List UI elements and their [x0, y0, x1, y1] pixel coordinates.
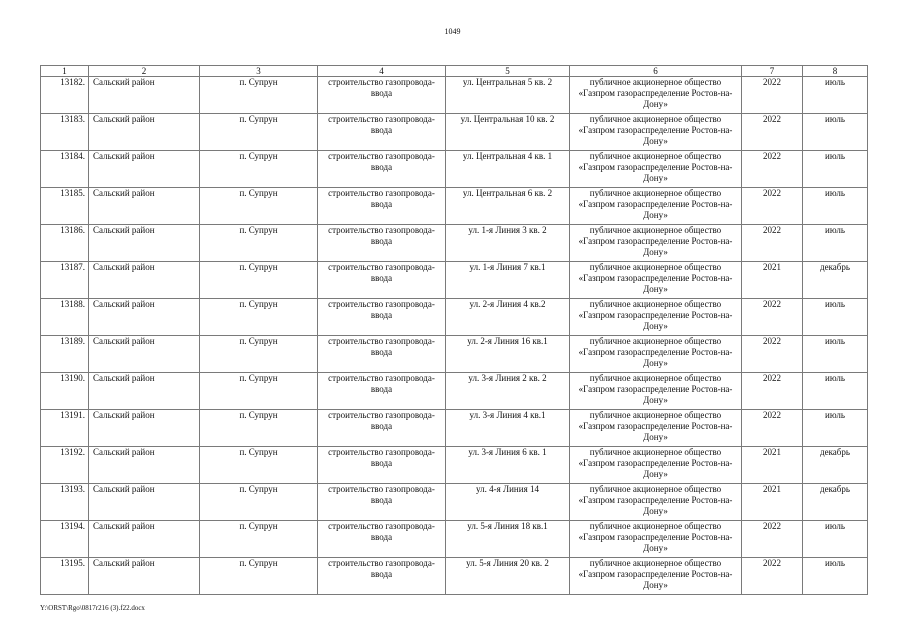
table-cell: 2022 — [742, 225, 803, 262]
table-cell: июль — [803, 521, 868, 558]
table-cell: п. Супрун — [200, 558, 318, 595]
table-cell: 13189. — [41, 336, 89, 373]
table-cell: ул. 1-я Линия 3 кв. 2 — [446, 225, 570, 262]
column-header: 8 — [803, 66, 868, 77]
page-number: 1049 — [444, 27, 461, 36]
table-cell: публичное акционерное общество «Газпром газораспределение Ростов-на-Дону» — [570, 114, 742, 151]
table-cell: п. Супрун — [200, 447, 318, 484]
table-cell: ул. 4-я Линия 14 — [446, 484, 570, 521]
table-cell: ул. Центральная 4 кв. 1 — [446, 151, 570, 188]
table-cell: ул. 3-я Линия 4 кв.1 — [446, 410, 570, 447]
table-cell: п. Супрун — [200, 188, 318, 225]
table-row — [41, 373, 868, 410]
table-cell: Сальский район — [89, 447, 200, 484]
table-cell: Сальский район — [89, 521, 200, 558]
data-table — [40, 65, 868, 595]
table-cell: июль — [803, 225, 868, 262]
table-cell: 13182. — [41, 77, 89, 114]
column-header: 6 — [570, 66, 742, 77]
table-cell: строительство газопровода-ввода — [318, 262, 446, 299]
table-row — [41, 299, 868, 336]
table-cell: строительство газопровода-ввода — [318, 521, 446, 558]
table-cell: 2021 — [742, 262, 803, 299]
table-cell: п. Супрун — [200, 484, 318, 521]
column-header: 3 — [200, 66, 318, 77]
table-cell: декабрь — [803, 447, 868, 484]
table-cell: июль — [803, 151, 868, 188]
table-row — [41, 484, 868, 521]
table-cell: публичное акционерное общество «Газпром газораспределение Ростов-на-Дону» — [570, 188, 742, 225]
table-cell: ул. 3-я Линия 2 кв. 2 — [446, 373, 570, 410]
table-cell: 2022 — [742, 558, 803, 595]
table-cell: 2021 — [742, 484, 803, 521]
column-header: 5 — [446, 66, 570, 77]
table-cell: Сальский район — [89, 262, 200, 299]
table-cell: публичное акционерное общество «Газпром газораспределение Ростов-на-Дону» — [570, 484, 742, 521]
table-cell: декабрь — [803, 262, 868, 299]
table-cell: публичное акционерное общество «Газпром газораспределение Ростов-на-Дону» — [570, 558, 742, 595]
table-cell: 13186. — [41, 225, 89, 262]
table-cell: строительство газопровода-ввода — [318, 558, 446, 595]
table-cell: строительство газопровода-ввода — [318, 299, 446, 336]
table-cell: публичное акционерное общество «Газпром газораспределение Ростов-на-Дону» — [570, 262, 742, 299]
table-row — [41, 114, 868, 151]
table-cell: ул. 2-я Линия 4 кв.2 — [446, 299, 570, 336]
table-cell: июль — [803, 299, 868, 336]
table-cell: Сальский район — [89, 558, 200, 595]
table-cell: п. Супрун — [200, 410, 318, 447]
table-cell: п. Супрун — [200, 373, 318, 410]
table-cell: Сальский район — [89, 336, 200, 373]
table-cell: п. Супрун — [200, 336, 318, 373]
table-row — [41, 188, 868, 225]
table-cell: 2022 — [742, 521, 803, 558]
table-cell: п. Супрун — [200, 299, 318, 336]
table-cell: 13188. — [41, 299, 89, 336]
column-header: 1 — [41, 66, 89, 77]
table-cell: ул. 1-я Линия 7 кв.1 — [446, 262, 570, 299]
table-cell: строительство газопровода-ввода — [318, 484, 446, 521]
table-cell: июль — [803, 410, 868, 447]
table-cell: 13195. — [41, 558, 89, 595]
table-cell: Сальский район — [89, 299, 200, 336]
table-row — [41, 262, 868, 299]
table-cell: строительство газопровода-ввода — [318, 188, 446, 225]
table-cell: 2022 — [742, 336, 803, 373]
table-cell: июль — [803, 558, 868, 595]
table-cell: 2022 — [742, 373, 803, 410]
table-cell: Сальский район — [89, 373, 200, 410]
table-cell: Сальский район — [89, 114, 200, 151]
table-row — [41, 447, 868, 484]
table-cell: строительство газопровода-ввода — [318, 410, 446, 447]
table-cell: строительство газопровода-ввода — [318, 336, 446, 373]
table-cell: 2022 — [742, 151, 803, 188]
table-cell: строительство газопровода-ввода — [318, 373, 446, 410]
table-cell: публичное акционерное общество «Газпром газораспределение Ростов-на-Дону» — [570, 77, 742, 114]
table-cell: строительство газопровода-ввода — [318, 225, 446, 262]
table-cell: п. Супрун — [200, 262, 318, 299]
table-cell: Сальский район — [89, 484, 200, 521]
table-cell: 2022 — [742, 188, 803, 225]
table-cell: строительство газопровода-ввода — [318, 114, 446, 151]
table-cell: Сальский район — [89, 77, 200, 114]
table-row — [41, 521, 868, 558]
table-cell: публичное акционерное общество «Газпром газораспределение Ростов-на-Дону» — [570, 151, 742, 188]
table-cell: 13193. — [41, 484, 89, 521]
table-cell: п. Супрун — [200, 151, 318, 188]
table-cell: 13191. — [41, 410, 89, 447]
column-header: 2 — [89, 66, 200, 77]
table-cell: п. Супрун — [200, 225, 318, 262]
table-cell: публичное акционерное общество «Газпром газораспределение Ростов-на-Дону» — [570, 521, 742, 558]
column-header: 7 — [742, 66, 803, 77]
table-cell: 2022 — [742, 410, 803, 447]
table-cell: 13185. — [41, 188, 89, 225]
table-cell: ул. 2-я Линия 16 кв.1 — [446, 336, 570, 373]
table-cell: июль — [803, 114, 868, 151]
table-cell: строительство газопровода-ввода — [318, 447, 446, 484]
table-cell: публичное акционерное общество «Газпром газораспределение Ростов-на-Дону» — [570, 336, 742, 373]
table-cell: 13187. — [41, 262, 89, 299]
table-cell: публичное акционерное общество «Газпром газораспределение Ростов-на-Дону» — [570, 447, 742, 484]
header-row — [41, 66, 868, 77]
column-header: 4 — [318, 66, 446, 77]
table-cell: строительство газопровода-ввода — [318, 77, 446, 114]
table-cell: 2022 — [742, 77, 803, 114]
table-cell: п. Супрун — [200, 114, 318, 151]
table-cell: 2022 — [742, 299, 803, 336]
table-cell: 13194. — [41, 521, 89, 558]
table-cell: 13190. — [41, 373, 89, 410]
table-cell: июль — [803, 336, 868, 373]
table-cell: 13192. — [41, 447, 89, 484]
table-cell: публичное акционерное общество «Газпром газораспределение Ростов-на-Дону» — [570, 225, 742, 262]
table-cell: ул. Центральная 5 кв. 2 — [446, 77, 570, 114]
table-cell: п. Супрун — [200, 521, 318, 558]
table-row — [41, 336, 868, 373]
table-row — [41, 558, 868, 595]
table-cell: ул. 3-я Линия 6 кв. 1 — [446, 447, 570, 484]
table-row — [41, 151, 868, 188]
table-cell: Сальский район — [89, 410, 200, 447]
table-cell: ул. 5-я Линия 20 кв. 2 — [446, 558, 570, 595]
table-cell: 13183. — [41, 114, 89, 151]
table-cell: публичное акционерное общество «Газпром газораспределение Ростов-на-Дону» — [570, 410, 742, 447]
table-cell: ул. Центральная 10 кв. 2 — [446, 114, 570, 151]
table-cell: ул. Центральная 6 кв. 2 — [446, 188, 570, 225]
table-cell: 13184. — [41, 151, 89, 188]
table-cell: ул. 5-я Линия 18 кв.1 — [446, 521, 570, 558]
table-cell: июль — [803, 373, 868, 410]
table-cell: декабрь — [803, 484, 868, 521]
table-cell: публичное акционерное общество «Газпром газораспределение Ростов-на-Дону» — [570, 299, 742, 336]
table-cell: июль — [803, 77, 868, 114]
footer-file-path: Y:\ORST\Rgo\0817r216 (3).f22.docx — [40, 604, 145, 612]
table-row — [41, 225, 868, 262]
table-cell: Сальский район — [89, 225, 200, 262]
table-row — [41, 77, 868, 114]
table-row — [41, 410, 868, 447]
table-cell: июль — [803, 188, 868, 225]
table-cell: публичное акционерное общество «Газпром газораспределение Ростов-на-Дону» — [570, 373, 742, 410]
table-cell: п. Супрун — [200, 77, 318, 114]
table-cell: Сальский район — [89, 151, 200, 188]
table-cell: строительство газопровода-ввода — [318, 151, 446, 188]
table-cell: 2022 — [742, 114, 803, 151]
table-body — [41, 77, 868, 595]
table-header — [41, 66, 868, 77]
table-cell: 2021 — [742, 447, 803, 484]
table-cell: Сальский район — [89, 188, 200, 225]
